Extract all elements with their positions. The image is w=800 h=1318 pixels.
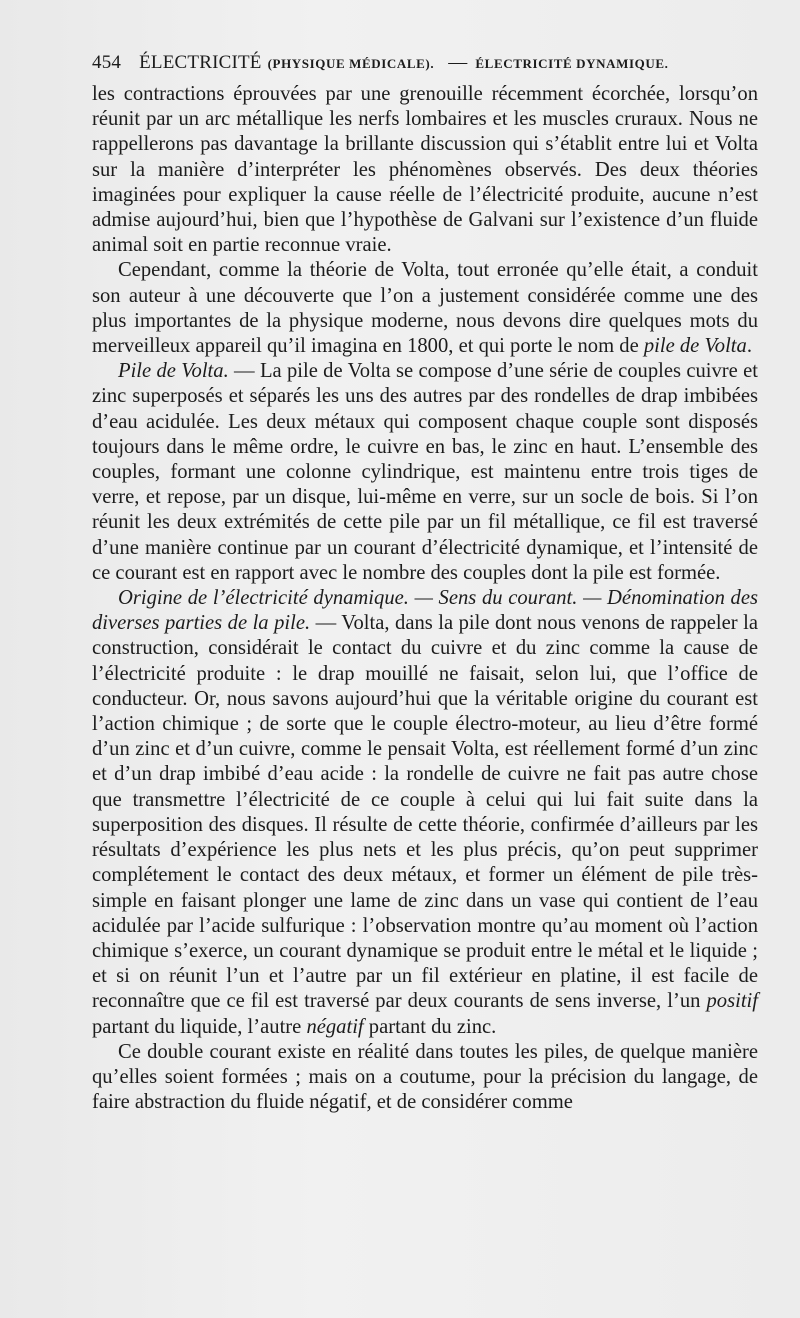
header-separator: — [448,52,468,73]
paragraph-galvani [92,82,758,258]
paragraph-text-end: . [746,335,752,358]
header-section: ÉLECTRICITÉ DYNAMIQUE. [475,56,669,71]
page-number: 454 [92,52,122,73]
section-heading-pile-de-volta: Pile de Volta. [118,360,229,383]
paragraph-text-end: partant du zinc. [363,1015,497,1038]
running-head [92,52,758,74]
paragraph-text: — Volta, dans la pile dont nous venons de rappeler la construction, considérait le contact du cuivre et du zinc comme la cause de l’électricité produite : le drap mouillé ne faisait, selon lui, que l’office de conducteur. Or, nous savons aujourd’hui que la véritable origine du courant est l’action chimique ; de sorte que le couple électro-moteur, au lieu d’être formé d’un zinc et d’un cuivre, comme le pensait Volta, est réellement formé d’un zinc et d’un drap imbibé d’eau acide : la rondelle de cuivre ne fait pas autre chose que transmettre l’électricité de ce couple à celui qui lui fait suite dans la superposition des disques. Il résulte de cette théorie, confirmée d’ailleurs par les résultats d’expérience les plus nets et les plus précis, qu’on peut supprimer complétement le contact des deux métaux, et former un élément de pile très-simple en faisant plonger une lame de zinc dans un vase qui contient de l’eau acidulée par l’acide sulfurique : l’observation montre qu’au moment où l’action chimique s’exerce, un courant dynamique se produit entre le métal et le liquide ; et si on réunit l’un et l’autre par un fil extérieur en platine, il est facile de reconnaître que ce fil est traversé par deux courants de sens inverse, l’un [92,612,758,1013]
paragraph-double-courant [92,1040,758,1116]
italic-term-negatif: négatif [306,1015,364,1038]
paragraph-text: — La pile de Volta se compose d’une série de couples cuivre et zinc superposés et séparés les uns des autres par des rondelles de drap imbibées d’eau acidulée. Les deux métaux qui composent chaque couple sont disposés toujours dans le même ordre, le cuivre en bas, le zinc en haut. L’ensemble des couples, formant une colonne cylindrique, est maintenu entre trois tiges de verre, et repose, par un disque, lui-même en verre, sur un socle de bois. Si l’on réunit les deux extrémités de cette pile par un fil métallique, ce fil est traversé d’une manière continue par un courant d’électricité dynamique, et l’intensité de ce courant est en rapport avec le nombre des couples dont la pile est formée. [92,360,758,584]
header-subtitle: (PHYSIQUE MÉDICALE). [267,56,435,71]
header-title: ÉLECTRICITÉ [139,52,262,73]
paragraph-text: partant du liquide, l’autre [92,1015,307,1038]
paragraph-text: les contractions éprouvées par une grenouille récemment écorchée, lorsqu’on réunit par un arc métallique les nerfs lombaires et les muscles cruraux. Nous ne rappellerons pas davantage la brillante discussion qui s’établit entre lui et Volta sur la manière d’interpréter les phénomènes observés. Des deux théories imaginées pour expliquer la cause réelle de l’électricité produite, aucune n’est admise aujourd’hui, bien que l’hypothèse de Galvani sur l’existence d’un fluide animal soit en partie reconnue vraie. [92,83,758,257]
paragraph-volta-theory [92,258,758,359]
paragraph-text: Ce double courant existe en réalité dans toutes les piles, de quelque manière qu’elles soient formées ; mais on a coutume, pour la précision du langage, de faire abstraction du fluide négatif, et de considérer comme [92,1040,758,1114]
body-text [92,82,758,1115]
italic-term-positif: positif [706,990,758,1013]
italic-term-pile-de-volta: pile de Volta [643,335,747,358]
section-heading-origine: Origine de l’électricité dynamique. — Sens du courant. — Dénomination des diverses parties de la pile. [92,587,758,635]
paragraph-origine [92,586,758,1040]
paragraph-text: Cependant, comme la théorie de Volta, tout erronée qu’elle était, a conduit son auteur à une découverte que l’on a justement considérée comme une des plus importantes de la physique moderne, nous devons dire quelques mots du merveilleux appareil qu’il imagina en 1800, et qui porte le nom de [92,259,758,358]
paragraph-pile-de-volta [92,359,758,586]
